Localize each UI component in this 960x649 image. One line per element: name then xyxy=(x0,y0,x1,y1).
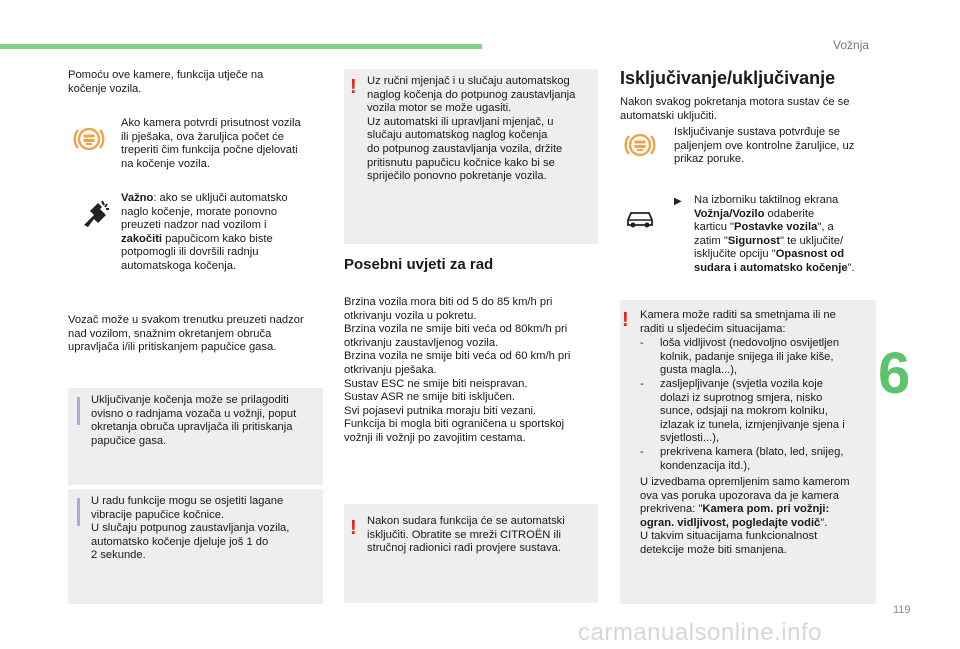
section-heading-toggle: Isključivanje/uključivanje xyxy=(620,68,836,88)
limitations-list xyxy=(640,337,872,474)
warning-mark: ! xyxy=(622,309,629,331)
warning-mark: ! xyxy=(350,76,357,98)
page-number: 119 xyxy=(893,604,911,616)
list-item: - loša vidljivost (nedovoljno osvijetljen kolnik, padanje snijega ili jake kiše, gusta magla...), xyxy=(640,337,840,377)
toggle-intro: Nakon svakog pokretanja motora sustav će se automatski uključiti. xyxy=(620,96,850,122)
lamp-note: Isključivanje sustava potvrđuje se paljenjem ove kontrolne žaruljice, uz prikaz poruke. xyxy=(674,126,855,166)
hand-takeover-icon xyxy=(80,197,114,231)
info-marker xyxy=(77,397,80,425)
list-item: - zasljepljivanje (svjetla vozila koje dolazi iz suprotnog smjera, nisko sunce, odsjaji na mokrom kolniku, izlazak iz tunela, izmjenjivanje sjena i svjetlosti...), xyxy=(640,378,845,445)
menu-instructions: Na izborniku taktilnog ekrana Vožnja/Vozilo odaberite karticu "Postavke vozila", a zatim "Sigurnost" te uključite/ isključite opciju "Opasnost od sudara i automatsko kočenje". xyxy=(694,194,855,274)
info-marker xyxy=(77,498,80,526)
brake-off-lamp-icon xyxy=(623,128,657,162)
list-item: - prekrivena kamera (blato, led, snijeg, kondenzacija itd.), xyxy=(640,446,844,472)
section-name: Vožnja xyxy=(833,38,870,52)
camera-only-note: U izvedbama opremljenim samo kamerom ova vas poruka upozorava da je kamera prekrivena: "Kamera pom. pri vožnji: ogran. vidljivost, pogledajte vodič". U takvim situacijama funkcionalnost detekcije može biti smanjena. xyxy=(640,476,850,556)
watermark: carmanualsonline.info xyxy=(578,619,822,646)
important-note: Važno: ako se uključi automatsko naglo kočenje, morate ponovno preuzeti nadzor nad vozilom i zakočiti papučicom kako biste potpomogli ili dovršili radnju automatskoga kočenja. xyxy=(121,192,288,272)
bullet-marker: ▶ xyxy=(674,196,682,207)
section-heading-conditions: Posebni uvjeti za rad xyxy=(344,256,494,273)
camera-note: Ako kamera potvrdi prisutnost vozila ili pješaka, ova žaruljica počet će treperiti čim funkcija počne djelovati na kočenje vozila. xyxy=(121,117,301,170)
chapter-number: 6 xyxy=(878,341,911,406)
warning-box-1 xyxy=(344,69,598,244)
warning-box-2 xyxy=(344,504,598,603)
important-label: Važno xyxy=(121,192,154,204)
driver-override-text: Vozač može u svakom trenutku preuzeti nadzor nad vozilom, snažnim okretanjem obruča upravljača i/ili pritiskanjem papučice gasa. xyxy=(68,314,304,354)
warning-text-1: Uz ručni mjenjač i u slučaju automatskog naglog kočenja do potpunog zaustavljanja vozila motor se može ugasiti. Uz automatski ili upravljani mjenjač, u slučaju automatskog naglog kočenja do potpunog zaustavljanja vozila, držite pritisnutu papučicu kočnice kako bi se spriječilo ponovno pokretanje vozila. xyxy=(367,75,576,183)
info-box-1 xyxy=(68,388,323,485)
info-text-1: Uključivanje kočenja može se prilagoditi ovisno o radnjama vozača u vožnji, poput okretanja obruča upravljača ili pritiskanja papučice gasa. xyxy=(91,394,297,447)
warning-mark: ! xyxy=(350,517,357,539)
camera-limitations: Kamera može raditi sa smetnjama ili ne raditi u sljedećim situacijama: xyxy=(640,309,836,335)
conditions-text: Brzina vozila mora biti od 5 do 85 km/h pri otkrivanju vozila u pokretu. Brzina vozila ne smije biti veća od 80km/h pri otkrivanju zaustavljenog vozila. Brzina vozila ne smije biti veća od 60 km/h pri otkrivanju pješaka. Sustav ESC ne smije biti neispravan. Sustav ASR ne smije biti isključen. Svi pojasevi putnika moraju biti vezani. Funkcija bi mogla biti ograničena u sportskoj vožnji ili vožnji po zavojitim cestama. xyxy=(344,296,571,444)
car-icon xyxy=(623,200,657,234)
warning-box-3 xyxy=(620,300,876,604)
info-box-2 xyxy=(68,489,323,604)
top-accent-bar xyxy=(0,44,482,49)
warning-text-2: Nakon sudara funkcija će se automatski isključiti. Obratite se mreži CITROËN ili stručnoj radionici radi provjere sustava. xyxy=(367,515,565,555)
intro-text: Pomoću ove kamere, funkcija utječe na kočenje vozila. xyxy=(68,69,264,95)
info-text-2: U radu funkcije mogu se osjetiti lagane vibracije papučice kočnice. U slučaju potpunog zaustavljanja vozila, automatsko kočenje djeluje još 1 do 2 sekunde. xyxy=(91,495,290,562)
important-bold: zakočiti xyxy=(121,232,163,245)
brake-warning-lamp-icon xyxy=(72,122,106,156)
